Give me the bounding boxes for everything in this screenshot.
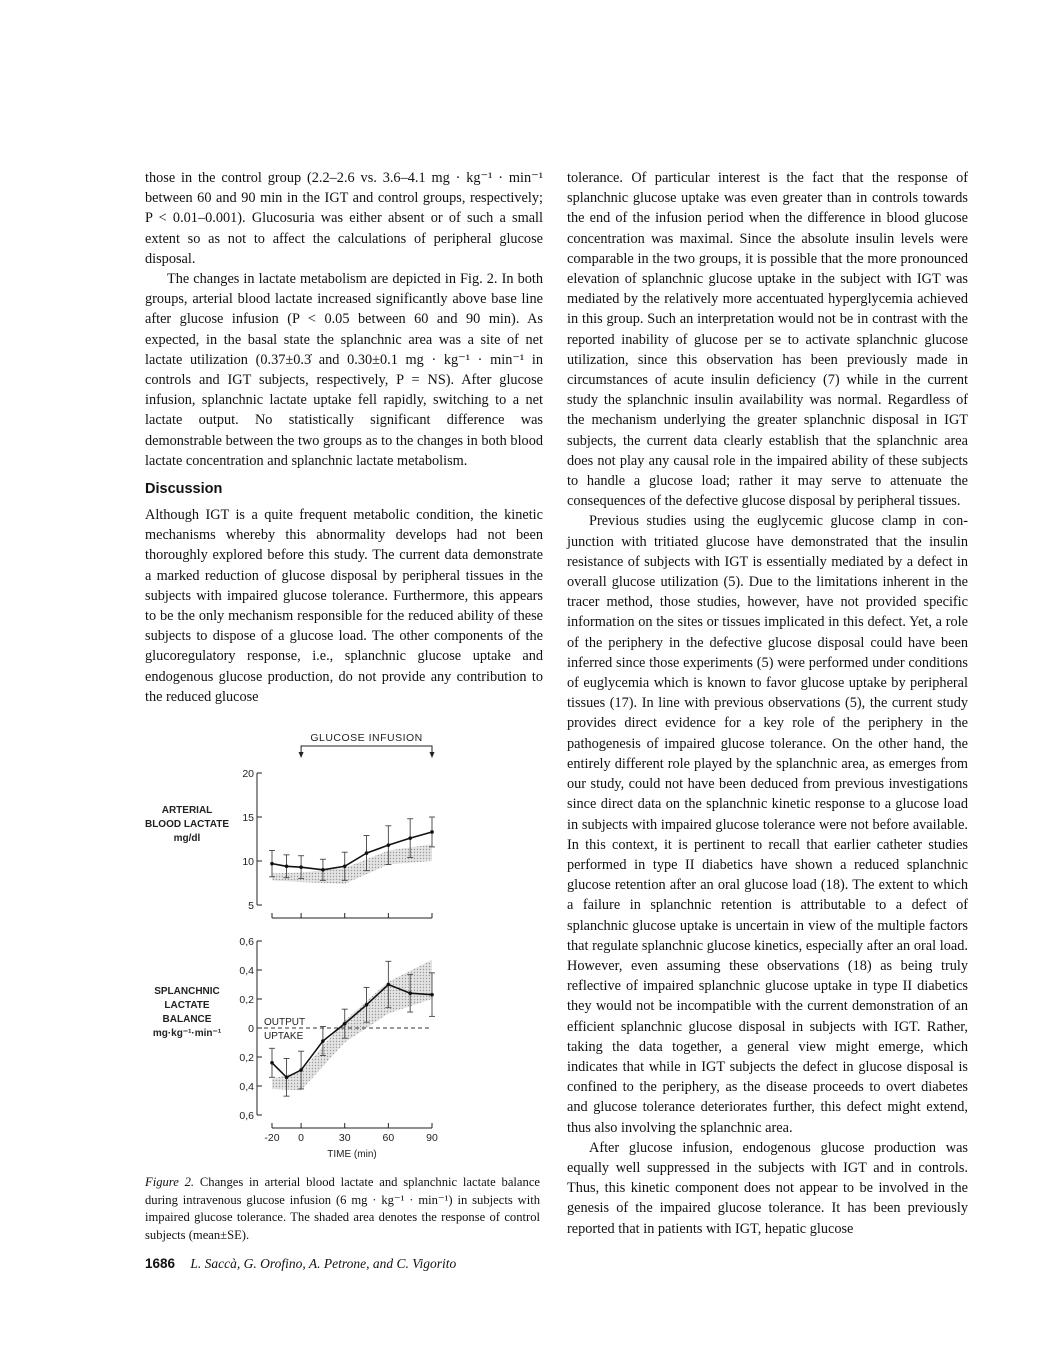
infusion-arrow-icon: [299, 752, 304, 758]
infusion-bracket: [301, 746, 432, 754]
y-tick-label: 0,6: [239, 1110, 254, 1122]
y-tick-label: 0,4: [239, 1081, 254, 1093]
data-point: [285, 864, 289, 868]
y-axis-label: mg·kg⁻¹·min⁻¹: [152, 1028, 222, 1039]
y-axis-label: LACTATE: [164, 1000, 210, 1011]
left-column: [145, 168, 543, 707]
data-point: [299, 865, 303, 869]
data-point: [365, 1003, 369, 1007]
y-tick-label: 0,4: [239, 965, 254, 977]
y-axis-label: ARTERIAL: [161, 805, 213, 816]
data-point: [408, 836, 412, 840]
y-tick-label: 0: [248, 1023, 254, 1035]
y-axis-label: BALANCE: [162, 1014, 212, 1025]
x-tick-label: 30: [338, 1132, 351, 1144]
data-point: [285, 1076, 289, 1080]
uptake-label: UPTAKE: [264, 1031, 304, 1042]
page-number: 1686: [145, 1256, 176, 1271]
y-axis-label: SPLANCHNIC: [154, 986, 220, 997]
data-point: [430, 830, 434, 834]
x-tick-label: -20: [264, 1132, 280, 1144]
caption-text: Changes in arterial blood lactate and splanchnic lactate balance during intravenous glucose infusion (6 mg · kg⁻¹ · min⁻¹) in subjects with impaired glucose tolerance. The shaded area denotes the response of control subjects (mean±SE).: [145, 1175, 540, 1242]
right-column: [567, 168, 968, 1239]
data-point: [387, 983, 391, 987]
paragraph: Previous studies using the euglycemic glucose clamp in conjunction with tritiated glucose have demonstrated that the insulin resistance of subjects with IGT is essentially mediated by a defect in overall glucose utilization (5). Due to the limitations inherent in the tracer method, those studies, however, have not provided specific information on the sites or tissues implicated in this defect. Yet, a role of the periphery in the defective glucose disposal could have been inferred since those experiments (5) were performed under conditions of euglycemia which is known to favor glucose uptake by peripheral tissues (17). In line with previous observations (5), the current study provides direct evidence for a key role of the periphery in the pathogenesis of impaired glucose tolerance. On the other hand, the entirely different role played by the splanchnic area, as emerges from our study, could not have been deduced from previous investigations since direct data on the splanchnic kinetic response to a glucose load in subjects with impaired glucose tolerance were not before available. In this context, it is pertinent to recall that earlier catheter studies performed in type II diabetics have shown a reduced splanchnic glucose retention after an oral glucose load (18). The extent to which a failure in splanchnic retention is attributable to a defect of splanchnic glucose uptake is uncertain in view of the multiple factors that regulate splanchnic glucose kinetics, especially after an oral load. However, even assuming these observations (18) as being truly reflective of impaired splanchnic glucose uptake in type II diabetics they would not be incompatible with the current demonstration of an efficient splanchnic glucose disposal in subjects with IGT. Rather, taking the data together, a general view might emerge, which indicates that while in IGT subjects the defect in glucose disposal is confined to the periphery, as the disease proceeds to overt diabetes and glucose tolerance deteriorates further, this defect might extend, thus also involving the splanchnic area.: [567, 513, 968, 1136]
paragraph: The changes in lactate metabolism are depicted in Fig. 2. In both groups, arterial blood lactate increased significantly above base line after glucose infusion (P < 0.05 between 60 and 90 min). As expected, in the basal state the splanchnic area was a site of net lactate utilization (0.37±0.3̇ and 0.30±0.1 mg · kg⁻¹ · min⁻¹ in controls and IGT subjects, respectively, P = NS). After glucose infusion, splanchnic lactate uptake fell rapidly, switching to a net lactate output. No statistically significant difference was demonstrable between the two groups as to the changes in both blood lactate concentration and splanchnic lactate metabolism.: [145, 271, 543, 469]
y-tick-label: 10: [242, 856, 254, 868]
data-point: [408, 991, 412, 995]
data-point: [321, 868, 325, 872]
y-tick-label: 5: [248, 900, 254, 912]
data-point: [321, 1039, 325, 1043]
x-tick-label: 60: [382, 1132, 395, 1144]
data-point: [387, 843, 391, 847]
x-tick-label: 0: [298, 1132, 305, 1144]
y-tick-label: 15: [242, 812, 254, 824]
y-tick-label: 20: [242, 768, 254, 780]
paragraph: those in the control group (2.2–2.6 vs. 3.6–4.1 mg · kg⁻¹ · min⁻¹ between 60 and 90 min in the IGT and control groups, respectively; P < 0.01–0.001). Glucosuria was either absent or of such a small extent so as not to affect the calculations of peripheral glucose disposal.: [145, 170, 543, 267]
y-axis-label: BLOOD LACTATE: [144, 819, 230, 830]
infusion-arrow-icon: [430, 752, 435, 758]
caption-label: Figure 2.: [145, 1175, 195, 1189]
y-axis-label: mg/dl: [173, 833, 201, 844]
glucose-infusion-label: GLUCOSE INFUSION: [310, 732, 423, 744]
x-axis-label: TIME (min): [327, 1149, 377, 1160]
y-tick-label: 0,6: [239, 936, 254, 948]
data-point: [270, 862, 274, 866]
data-point: [365, 851, 369, 855]
figure-caption: [145, 1174, 540, 1244]
x-tick-label: 90: [426, 1132, 438, 1144]
y-tick-label: 0,2: [239, 1052, 254, 1064]
paragraph: After glucose infusion, endogenous glucose production was equally well suppressed in the subjects with IGT and in controls. Thus, this kinetic component does not appear to be involved in the genesis of the impaired glucose tolerance. It has been previously reported that in patients with IGT, hepatic glucose: [567, 1139, 968, 1237]
data-point: [430, 993, 434, 997]
section-heading: Discussion: [145, 481, 223, 498]
page-footer: [145, 1256, 456, 1272]
data-point: [270, 1061, 274, 1065]
paragraph: Although IGT is a quite frequent metabolic condition, the kinetic mechanisms whereby this abnormality develops had not been thoroughly explored before this study. The current data demonstrate a marked reduction of glucose disposal by peripheral tissues in the subjects with impaired glucose tolerance. Furthermore, this appears to be the only mechanism responsible for the reduced ability of these subjects to dispose of a glucose load. The other components of the glucoregulatory response, i.e., splanchnic glucose uptake and endogenous glucose production, do not provide any contribution to the reduced glucose: [145, 507, 543, 705]
paragraph: tolerance. Of particular interest is the fact that the response of splanchnic glucose uptake was even greater than in controls towards the end of the infusion period when the difference in blood glucose concentration was maximal. Since the absolute insulin levels were comparable in the two groups, it is possible that the more pronounced elevation of splanchnic glucose uptake in the subject with IGT was mediated by the relatively more accentuated hyperglycemia achieved in this group. Such an interpretation would not be in contrast with the reported inability of glucose per se to activate splanchnic glucose utilization, since this observation has been previously made in circumstances of acute insulin deficiency (7) while in the current study the splanchnic insulin availability was normal. Regardless of the mechanism underlying the greater splanchnic disposal in IGT subjects, the current data clearly establish that the splanchnic area does not play any causal role in the impaired ability of these subjects to handle a glucose load; rather it may serve to attenuate the consequences of the defective glucose disposal by peripheral tissues.: [567, 170, 968, 510]
data-point: [299, 1068, 303, 1072]
data-point: [343, 864, 347, 868]
figure-2-chart: [140, 725, 450, 1170]
output-label: OUTPUT: [264, 1017, 306, 1028]
control-band: [272, 844, 432, 884]
authors: L. Saccà, G. Orofino, A. Petrone, and C. Vigorito: [190, 1256, 457, 1271]
y-tick-label: 0,2: [239, 994, 254, 1006]
data-point: [343, 1022, 347, 1026]
